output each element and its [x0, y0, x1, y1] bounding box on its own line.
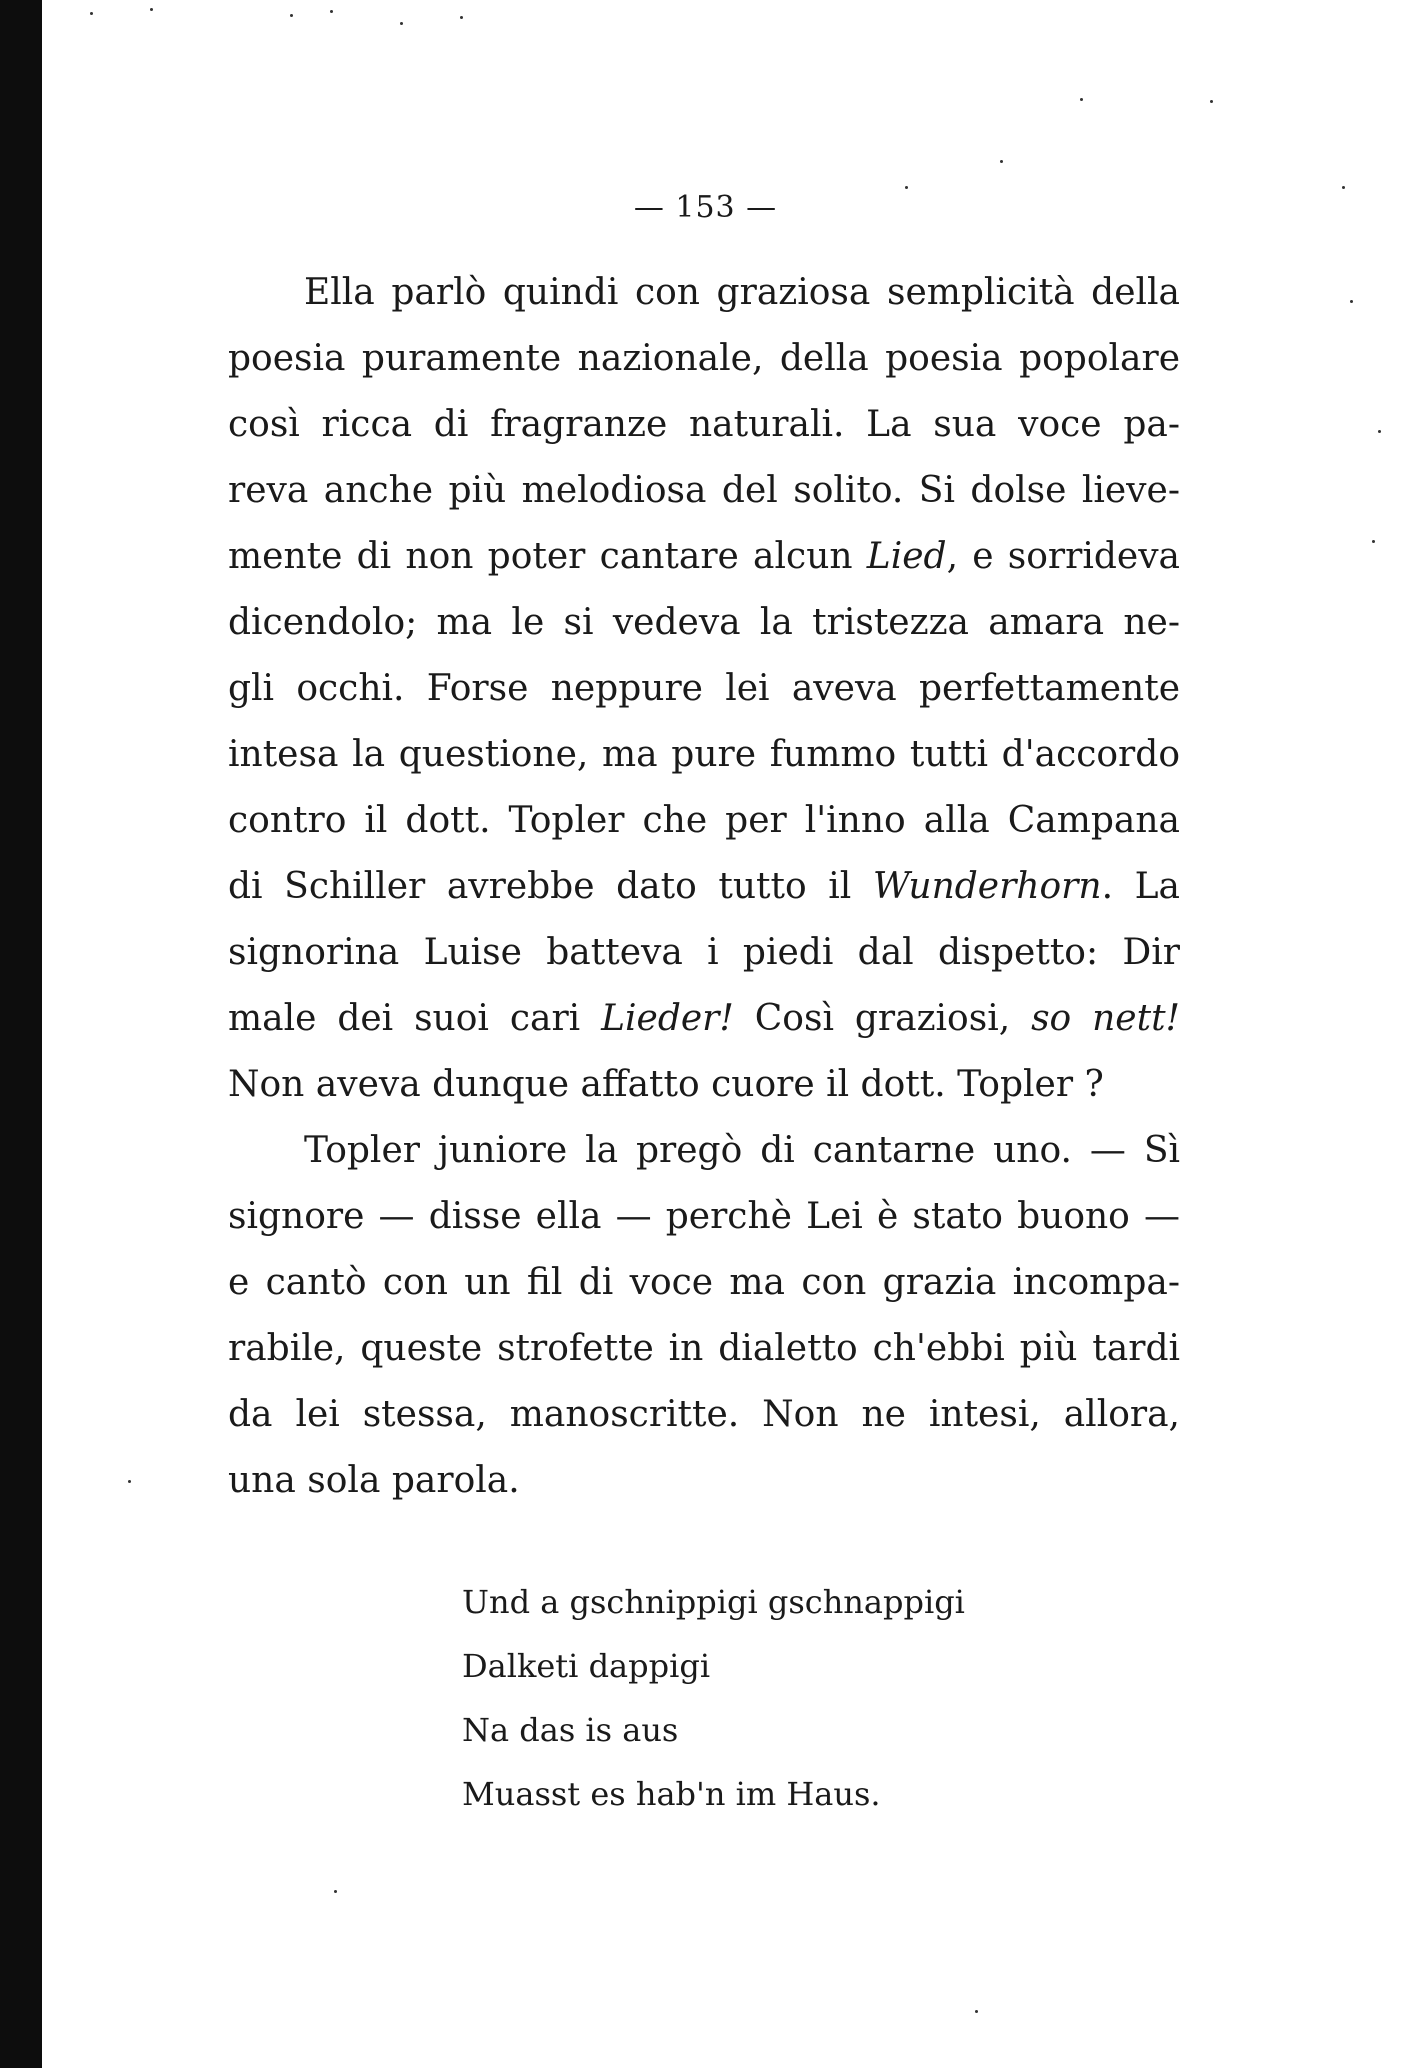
text-line: così ricca di fragranze naturali. La sua voce pa- [228, 404, 1180, 445]
text-line: Topler juniore la pregò di cantarne uno. — Sì [304, 1130, 1180, 1171]
italic-word: Lieder! [601, 998, 734, 1039]
text-line: dicendolo; ma le si vedeva la tristezza amara ne- [228, 602, 1180, 643]
italic-word: Wunderhorn [872, 866, 1102, 907]
verse-line: Muasst es hab'n im Haus. [462, 1775, 881, 1813]
text-line: rabile, queste strofette in dialetto ch'ebbi più tardi [228, 1328, 1180, 1369]
page-binding-edge [0, 0, 42, 2068]
text-line: signorina Luise batteva i piedi dal dispetto: Dir [228, 932, 1180, 973]
verse-stanza [462, 1570, 1162, 1826]
text-line: mente di non poter cantare alcun Lied, e sorrideva [228, 536, 1180, 577]
verse-line: Und a gschnippigi gschnappigi [462, 1583, 965, 1621]
page-number: — 153 — [633, 190, 778, 225]
paragraph-1 [228, 260, 1180, 1118]
paragraph-2 [228, 1118, 1180, 1514]
italic-word: Lied [866, 536, 947, 577]
italic-word: so nett! [1031, 998, 1180, 1039]
verse-line: Dalketi dappigi [462, 1647, 711, 1685]
text-line: Non aveva dunque affatto cuore il dott. Topler ? [228, 1064, 1104, 1105]
text-line: contro il dott. Topler che per l'inno alla Campana [228, 800, 1180, 841]
text-line: gli occhi. Forse neppure lei aveva perfettamente [228, 668, 1180, 709]
text-line: male dei suoi cari Lieder! Così graziosi, so nett! [228, 998, 1180, 1039]
text-line: poesia puramente nazionale, della poesia popolare [228, 338, 1180, 379]
text-line: intesa la questione, ma pure fummo tutti d'accordo [228, 734, 1180, 775]
verse-line: Na das is aus [462, 1711, 679, 1749]
text-line: Ella parlò quindi con graziosa semplicità della [304, 272, 1180, 313]
text-line: da lei stessa, manoscritte. Non ne intesi, allora, [228, 1394, 1180, 1435]
text-line: e cantò con un fil di voce ma con grazia incompa- [228, 1262, 1180, 1303]
text-line: signore — disse ella — perchè Lei è stato buono — [228, 1196, 1180, 1237]
text-line: una sola parola. [228, 1460, 520, 1501]
text-line: di Schiller avrebbe dato tutto il Wunderhorn. La [228, 866, 1180, 907]
text-line: reva anche più melodiosa del solito. Si dolse lieve- [228, 470, 1180, 511]
